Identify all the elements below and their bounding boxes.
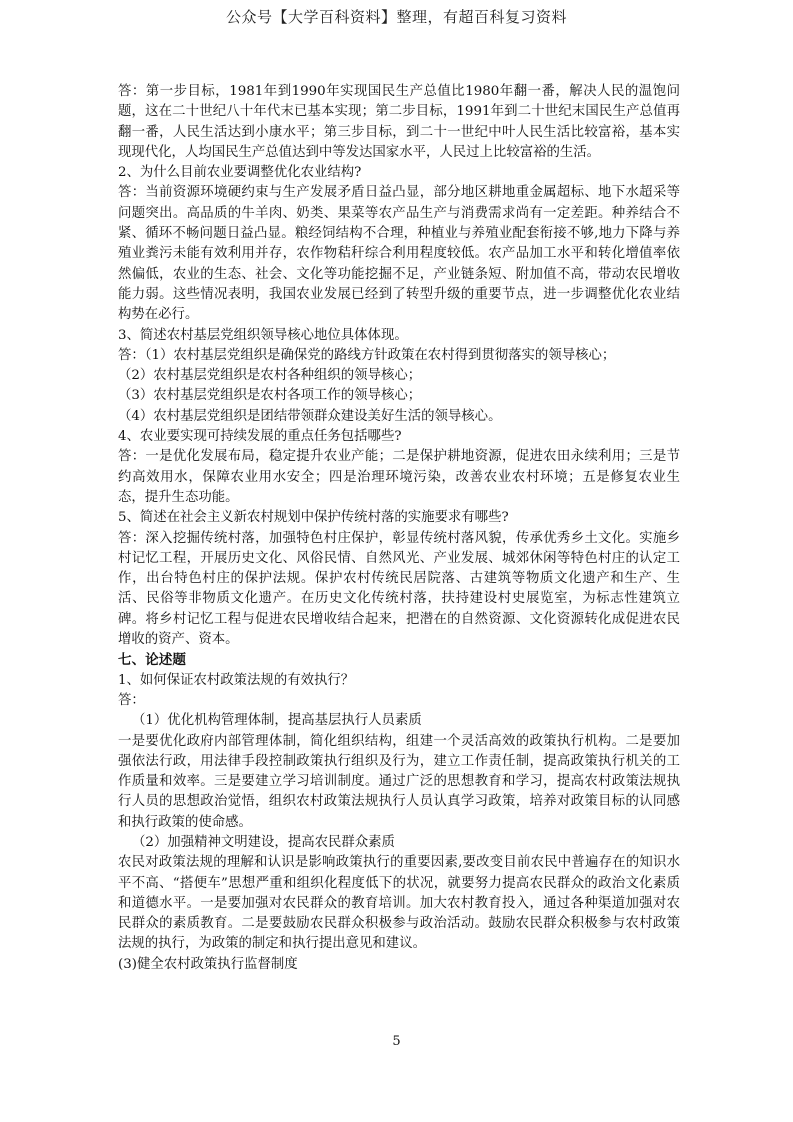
answer-item: （3）农村基层党组织是农村各项工作的领导核心； (118, 388, 422, 404)
question-heading: 1、如何保证农村政策法规的有效执行？ (118, 672, 355, 688)
section-heading: 七、论述题 (118, 652, 186, 669)
question-heading: 4、农业要实现可持续发展的重点任务包括哪些? (118, 429, 402, 445)
answer-item: （4）农村基层党组织是团结带领群众建设美好生活的领导核心。 (118, 408, 502, 424)
answer-paragraph: 答：深入挖掘传统村落，加强特色村庄保护，彰显传统村落风貌，传承优秀乡土文化。实施乡村记忆工程，开展历史文化、风俗民情、自然风光、产业发展、城郊休闲等特色村庄的认定工作，出台特色村庄的保护法规。保护农村传统民居院落、古建筑等物质文化遗产和生产、生活、民俗等非物质文化遗产。在历史文化传统村落，扶持建设村史展览室，为标志性建筑立碑。将乡村记忆工程与促进农民增收结合起来，把潜在的自然资源、文化资源转化成促进农民增收的资产、资本。 (118, 530, 680, 648)
answer-item: 答：（1）农村基层党组织是确保党的路线方针政策在农村得到贯彻落实的领导核心； (118, 347, 616, 363)
answer-paragraph: 答：第一步目标，1981年到1990年实现国民生产总值比1980年翻一番，解决人民的温饱问题，这在二十世纪八十年代末已基本实现；第二步目标，1991年到二十世纪末国民生产总值再翻一番，人民生活达到小康水平；第三步目标，到二十一世纪中叶人民生活比较富裕，基本实现现代化，人均国民生产总值达到中等发达国家水平，人民过上比较富裕的生活。 (118, 84, 680, 160)
document-body (118, 82, 680, 975)
answer-paragraph: 农民对政策法规的理解和认识是影响政策执行的重要因素,要改变目前农民中普遍存在的知识水平不高、“搭便车”思想严重和组织化程度低下的状况，就要努力提高农民群众的政治文化素质和道德水平。一是要加强对农民群众的教育培训。加大农村教育投入，通过各种渠道加强对农民群众的素质教育。二是要鼓励农民群众积极参与政治活动。鼓励农民群众积极参与农村政策法规的执行，为政策的制定和执行提出意见和建议。 (118, 855, 680, 952)
question-heading: 5、简述在社会主义新农村规划中保护传统村落的实施要求有哪些? (118, 510, 509, 526)
answer-label: 答： (118, 692, 145, 708)
subheading: (3)健全农村政策执行监督制度 (118, 956, 298, 972)
page-number: 5 (392, 1034, 401, 1049)
subheading: （1）优化机构管理体制，提高基层执行人员素质 (132, 713, 422, 729)
page-header: 公众号【大学百科资料】整理，有超百科复习资料 (225, 8, 567, 26)
question-heading: 2、为什么目前农业要调整优化农业结构? (118, 165, 362, 181)
question-heading: 3、简述农村基层党组织领导核心地位具体体现。 (118, 327, 408, 343)
answer-paragraph: 答：一是优化发展布局，稳定提升农业产能；二是保护耕地资源，促进农田永续利用；三是节约高效用水，保障农业用水安全；四是治理环境污染，改善农业农村环境；五是修复农业生态，提升生态功能。 (118, 449, 680, 505)
answer-item: （2）农村基层党组织是农村各种组织的领导核心； (118, 368, 422, 384)
answer-paragraph: 答：当前资源环境硬约束与生产发展矛盾日益凸显，部分地区耕地重金属超标、地下水超采等问题突出。高品质的牛羊肉、奶类、果菜等农产品生产与消费需求尚有一定差距。种养结合不紧、循环不畅问题日益凸显。粮经饲结构不合理，种植业与养殖业配套衔接不够,地力下降与养殖业粪污未能有效利用并存，农作物秸秆综合利用程度较低。农产品加工水平和转化增值率依然偏低，农业的生态、社会、文化等功能挖掘不足，产业链条短、附加值不高，带动农民增收能力弱。这些情况表明，我国农业发展已经到了转型升级的重要节点，进一步调整优化农业结构势在必行。 (118, 185, 680, 323)
subheading: （2）加强精神文明建设，提高农民群众素质 (132, 834, 395, 850)
answer-paragraph: 一是要优化政府内部管理体制，简化组织结构，组建一个灵活高效的政策执行机构。二是要加强依法行政，用法律手段控制政策执行组织及行为，建立工作责任制，提高政策执行机关的工作质量和效率。三是要建立学习培训制度。通过广泛的思想教育和学习，提高农村政策法规执行人员的思想政治觉悟，组织农村政策法规执行人员认真学习政策，培养对政策目标的认同感和执行政策的使命感。 (118, 733, 680, 830)
